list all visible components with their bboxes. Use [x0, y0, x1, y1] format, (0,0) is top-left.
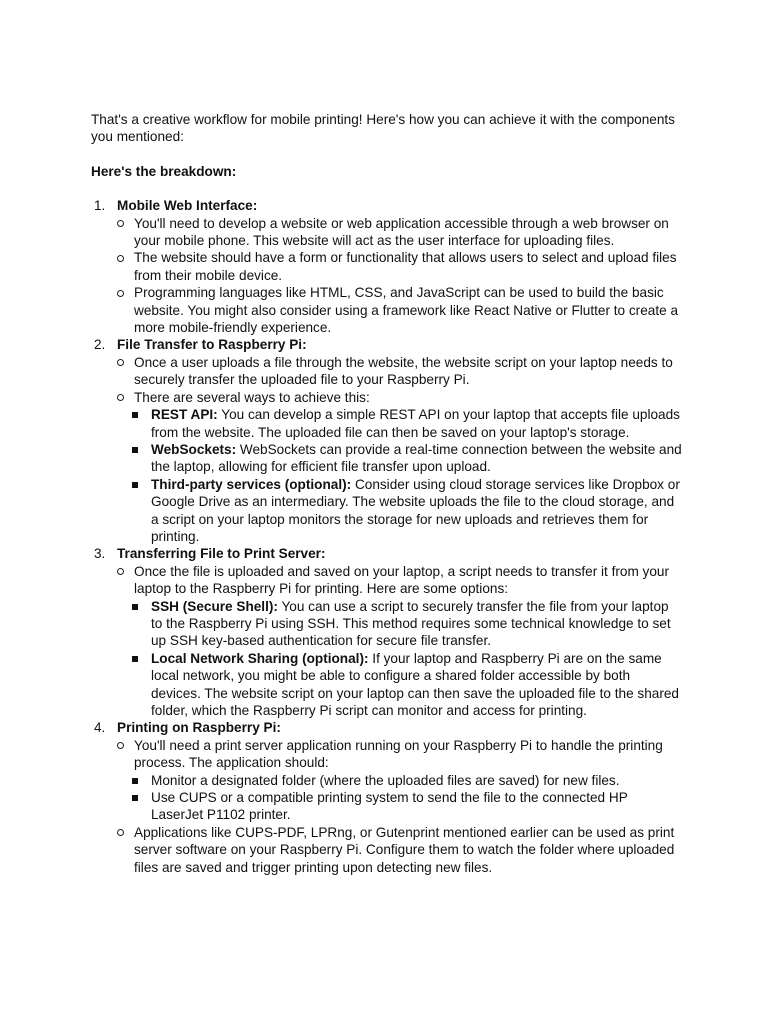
sub-bullet-text: If your laptop and Raspberry Pi are on the same local network, you might be able to configure a shared folder accessible by both devices. The website script on your laptop can then save the uploaded file to the shared folder, which the Raspberry Pi script can monitor and access for printing.	[151, 650, 679, 718]
sub-bullet-label: SSH (Secure Shell):	[151, 598, 278, 614]
sub-bullet-item	[134, 441, 683, 476]
section-number: 2.	[94, 337, 106, 353]
hollow-bullet-icon	[117, 829, 124, 836]
sub-bullet-text: Use CUPS or a compatible printing system to send the file to the connected HP LaserJet P1102 printer.	[151, 790, 628, 823]
bullet-item	[117, 215, 683, 250]
sub-bullet-text: Consider using cloud storage services like Dropbox or Google Drive as an intermediary. The website uploads the file to the cloud storage, and a script on your laptop monitors the storage for new uploads and retrieves them for printing.	[151, 476, 680, 544]
section-item	[91, 719, 683, 876]
sub-bullet-item	[134, 476, 683, 546]
section-number: 4.	[94, 720, 106, 736]
sub-bullet-item	[134, 650, 683, 720]
bullet-list	[117, 354, 683, 545]
hollow-bullet-icon	[117, 742, 124, 749]
square-bullet-icon	[132, 482, 138, 488]
square-bullet-icon	[132, 656, 138, 662]
section-title: Transferring File to Print Server:	[117, 546, 326, 562]
bullet-text: Once a user uploads a file through the website, the website script on your laptop needs to securely transfer the uploaded file to your Raspberry Pi.	[134, 354, 673, 388]
bullet-text: The website should have a form or functionality that allows users to select and upload files from their mobile device.	[134, 250, 677, 283]
bullet-text: Applications like CUPS-PDF, LPRng, or Gutenprint mentioned earlier can be used as print server software on your Raspberry Pi. Configure them to watch the folder where uploaded files are saved and trigger printing upon detecting new files.	[134, 824, 675, 875]
bullet-text: Once the file is uploaded and saved on your laptop, a script needs to transfer it from your laptop to the Raspberry Pi for printing. Here are some options:	[134, 563, 669, 597]
section-title: Printing on Raspberry Pi:	[117, 720, 281, 736]
sub-bullet-text: You can use a script to securely transfer the file from your laptop to the Raspberry Pi using SSH. This method requires some technical knowledge to set up SSH key-based authentication for secure file transfer.	[151, 598, 671, 649]
sub-bullet-item	[134, 598, 683, 650]
sub-bullet-label: Local Network Sharing (optional):	[151, 650, 369, 666]
hollow-bullet-icon	[117, 359, 124, 366]
square-bullet-icon	[132, 795, 138, 801]
document-page	[91, 111, 683, 876]
square-bullet-icon	[132, 604, 138, 610]
bullet-item	[117, 737, 683, 824]
sub-bullet-text: Monitor a designated folder (where the uploaded files are saved) for new files.	[151, 772, 620, 788]
sub-bullet-label: REST API:	[151, 407, 218, 423]
square-bullet-icon	[132, 447, 138, 453]
section-number: 3.	[94, 546, 106, 562]
sub-bullet-label: Third-party services (optional):	[151, 476, 352, 492]
bullet-list	[117, 563, 683, 720]
sub-bullet-item	[134, 406, 683, 441]
sub-bullet-label: WebSockets:	[151, 441, 237, 457]
sub-bullet-list	[134, 598, 683, 720]
hollow-bullet-icon	[117, 568, 124, 575]
bullet-list	[117, 737, 683, 876]
bullet-text: You'll need a print server application running on your Raspberry Pi to handle the printing process. The application should:	[134, 737, 663, 771]
sub-bullet-text: You can develop a simple REST API on your laptop that accepts file uploads from the website. The uploaded file can then be saved on your laptop's storage.	[151, 407, 680, 440]
section-item	[91, 197, 683, 336]
bullet-item	[117, 354, 683, 389]
bullet-text: Programming languages like HTML, CSS, and JavaScript can be used to build the basic website. You might also consider using a framework like React Native or Flutter to create a more mobile-friendly experience.	[134, 285, 679, 336]
sub-bullet-text: WebSockets can provide a real-time connection between the website and the laptop, allowing for efficient file transfer upon upload.	[151, 441, 682, 475]
breakdown-heading: Here's the breakdown:	[91, 163, 237, 179]
bullet-text: There are several ways to achieve this:	[134, 389, 370, 405]
sub-bullet-list	[134, 406, 683, 545]
square-bullet-icon	[132, 778, 138, 784]
bullet-item	[117, 389, 683, 546]
sub-bullet-item	[134, 772, 683, 789]
section-title: File Transfer to Raspberry Pi:	[117, 337, 307, 353]
section-item	[91, 336, 683, 545]
hollow-bullet-icon	[117, 394, 124, 401]
sections-list	[91, 197, 683, 876]
square-bullet-icon	[132, 412, 138, 418]
intro-paragraph: That's a creative workflow for mobile printing! Here's how you can achieve it with the components you mentioned:	[91, 112, 675, 145]
bullet-item	[117, 824, 683, 876]
section-title: Mobile Web Interface:	[117, 198, 258, 214]
bullet-list	[117, 215, 683, 337]
hollow-bullet-icon	[117, 255, 124, 262]
sub-bullet-list	[134, 772, 683, 824]
bullet-item	[117, 249, 683, 284]
section-item	[91, 545, 683, 719]
hollow-bullet-icon	[117, 290, 124, 297]
sub-bullet-item	[134, 789, 683, 824]
bullet-text: You'll need to develop a website or web application accessible through a web browser on your mobile phone. This website will act as the user interface for uploading files.	[134, 215, 669, 249]
section-number: 1.	[94, 198, 106, 214]
bullet-item	[117, 563, 683, 720]
hollow-bullet-icon	[117, 220, 124, 227]
bullet-item	[117, 284, 683, 336]
